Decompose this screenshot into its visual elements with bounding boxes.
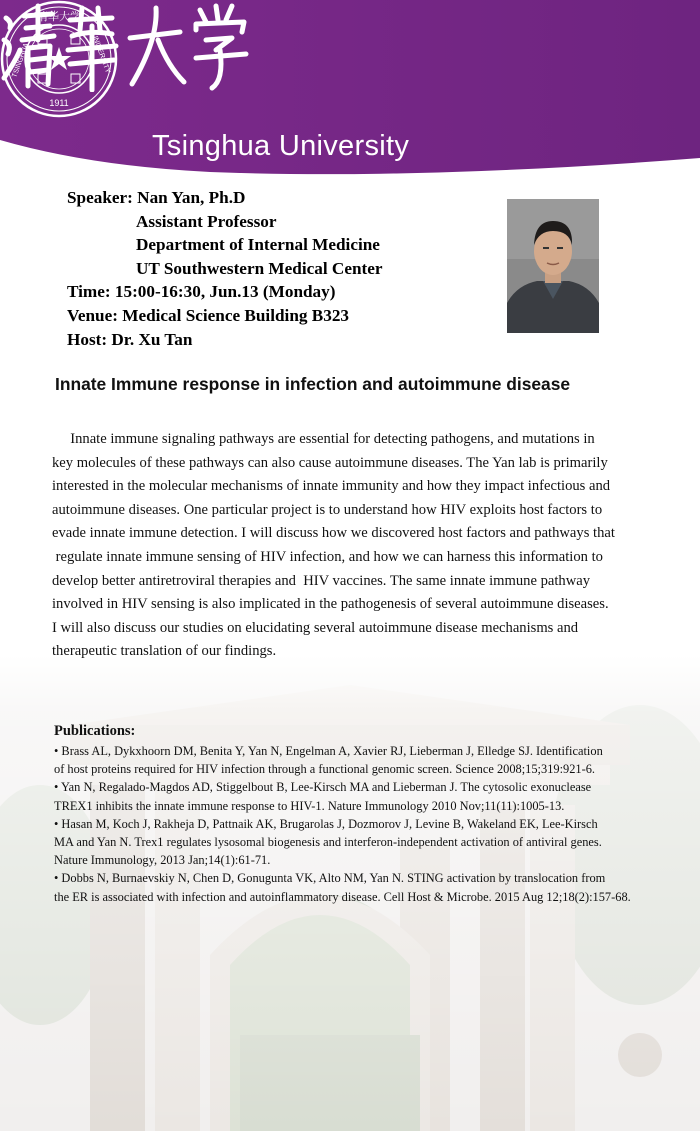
publications-heading: Publications: [54,723,136,739]
talk-time: Time: 15:00-16:30, Jun.13 (Monday) [67,282,336,302]
abstract-line: key molecules of these pathways can also cause autoimmune diseases. The Yan lab is primarily [52,454,608,471]
publication-line: • Yan N, Regalado-Magdos AD, Stiggelbout B, Lee-Kirsch MA and Lieberman J. The cytosolic exonuclease [54,780,592,795]
seal-year-text: 1911 [49,98,69,108]
seal-right-text: UNIVERSITY [90,32,112,75]
seal-left-text: TSINGHUA [11,42,31,79]
abstract-line: evade innate immune detection. I will discuss how we discovered host factors and pathways that [52,525,615,542]
publications [54,722,694,906]
abstract-line: autoimmune diseases. One particular project is to understand how HIV exploits host factors to [52,501,603,518]
talk-title: Innate Immune response in infection and autoimmune disease [55,374,571,394]
talk-host: Host: Dr. Xu Tan [67,329,193,349]
publication-line: the ER is associated with infection and autoinflammatory disease. Cell Host & Microbe. 2015 Aug 12;18(2):157-68. [54,889,631,904]
publication-line: Nature Immunology, 2013 Jan;14(1):61-71. [54,853,271,868]
university-header [0,0,700,180]
speaker-institution: UT Southwestern Medical Center [136,258,383,278]
seal-top-text: 清华大学 [37,10,81,23]
abstract-line: develop better antiretroviral therapies and HIV vaccines. The same innate immune pathway [52,572,591,589]
abstract-line: involved in HIV sensing is also implicated in the pathogenesis of several autoimmune diseases. [52,596,609,613]
abstract-line: I will also discuss our studies on elucidating several autoimmune disease mechanisms and [52,619,579,636]
abstract-line: regulate innate immune sensing of HIV infection, and how we can harness this information to [52,548,603,565]
abstract-line: interested in the molecular mechanisms of innate immunity and how they impact infectious and [52,478,611,495]
publication-line: • Brass AL, Dykxhoorn DM, Benita Y, Yan N, Engelman A, Xavier RJ, Lieberman J, Elledge SJ. Identification [54,744,603,758]
publication-line: TREX1 inhibits the innate immune response to HIV-1. Nature Immunology 2010 Nov;11(11):1005-13. [54,798,565,813]
publication-line: MA and Yan N. Trex1 regulates lysosomal biogenesis and interferon-independent activation of antiviral genes. [54,834,602,849]
publication-line: of host proteins required for HIV infection through a functional genomic screen. Science 2008;15;319:921-6. [54,762,596,777]
talk-abstract [52,428,662,664]
publication-line: • Hasan M, Koch J, Rakheja D, Pattnaik AK, Brugarolas J, Dozmorov J, Levine B, Wakeland EK, Lee-Kirsch [54,816,598,831]
speaker-name: Speaker: Nan Yan, Ph.D [67,188,246,207]
speaker-position: Assistant Professor [136,211,277,231]
talk-venue: Venue: Medical Science Building B323 [67,305,350,325]
university-name: Tsinghua University [152,130,410,162]
speaker-department: Department of Internal Medicine [136,235,380,255]
speaker-info [67,186,382,351]
publication-line: • Dobbs N, Burnaevskiy N, Chen D, Gonugunta VK, Alto NM, Yan N. STING activation by translocation from [54,871,606,886]
calligraphy-logo-icon [0,0,250,92]
speaker-photo [507,199,599,333]
abstract-line: therapeutic translation of our findings. [52,643,277,660]
abstract-line: Innate immune signaling pathways are essential for detecting pathogens, and mutations in [52,431,595,447]
